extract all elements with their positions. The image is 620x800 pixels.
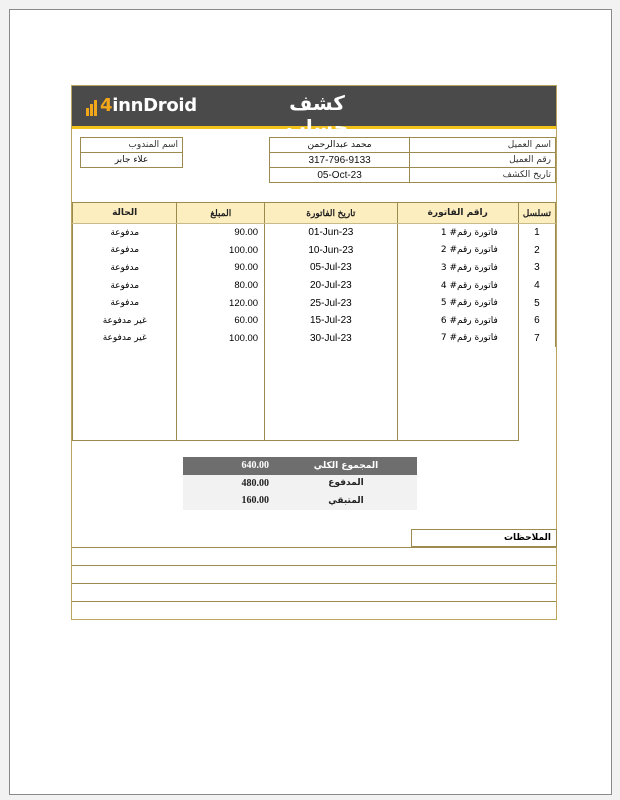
row-invoice: فاتورة رقم# 4 bbox=[397, 277, 518, 295]
header-invoice: راقم الفاتورة bbox=[397, 203, 518, 224]
row-date: 25-Jul-23 bbox=[265, 294, 398, 312]
row-date: 20-Jul-23 bbox=[265, 277, 398, 295]
row-invoice: فاتورة رقم# 6 bbox=[397, 312, 518, 330]
paid-row bbox=[183, 475, 417, 493]
rep-name-label: اسم المندوب bbox=[81, 138, 183, 153]
notes-line bbox=[72, 601, 556, 602]
row-status: غير مدفوعة bbox=[73, 330, 177, 348]
row-seq: 6 bbox=[518, 312, 555, 330]
table-filler-row bbox=[73, 347, 556, 441]
row-invoice: فاتورة رقم# 1 bbox=[397, 224, 518, 242]
header-status: الحالة bbox=[73, 203, 177, 224]
paid-value: 480.00 bbox=[183, 475, 275, 493]
row-date: 01-Jun-23 bbox=[265, 224, 398, 242]
row-date: 30-Jul-23 bbox=[265, 330, 398, 348]
client-info bbox=[269, 137, 556, 183]
header-seq: تسلسل bbox=[518, 203, 555, 224]
row-seq: 2 bbox=[518, 242, 555, 260]
logo-bars-icon bbox=[86, 95, 98, 116]
row-status: مدفوعة bbox=[73, 224, 177, 242]
row-seq: 5 bbox=[518, 294, 555, 312]
row-seq: 7 bbox=[518, 330, 555, 348]
row-amount: 100.00 bbox=[177, 330, 265, 348]
row-date: 15-Jul-23 bbox=[265, 312, 398, 330]
invoice-table-header bbox=[73, 203, 556, 224]
logo-text: innDroid bbox=[112, 95, 197, 116]
invoice-table bbox=[72, 202, 556, 441]
header-amount: المبلغ bbox=[177, 203, 265, 224]
row-amount: 90.00 bbox=[177, 259, 265, 277]
statement-sheet bbox=[71, 85, 557, 620]
client-name-label: اسم العميل bbox=[410, 138, 556, 153]
row-seq: 1 bbox=[518, 224, 555, 242]
client-number-label: رقم العميل bbox=[410, 153, 556, 168]
table-row bbox=[73, 224, 556, 242]
header-date: تاريخ الفاتورة bbox=[265, 203, 398, 224]
row-amount: 80.00 bbox=[177, 277, 265, 295]
remaining-value: 160.00 bbox=[183, 492, 275, 510]
logo-prefix: 4 bbox=[100, 95, 113, 116]
row-invoice: فاتورة رقم# 3 bbox=[397, 259, 518, 277]
row-status: مدفوعة bbox=[73, 259, 177, 277]
total-label: المجموع الكلي bbox=[275, 457, 417, 475]
row-status: مدفوعة bbox=[73, 242, 177, 260]
remaining-label: المتبقي bbox=[275, 492, 417, 510]
row-amount: 60.00 bbox=[177, 312, 265, 330]
row-invoice: فاتورة رقم# 7 bbox=[397, 330, 518, 348]
brand-logo bbox=[86, 95, 197, 119]
client-number-value: 317-796-9133 bbox=[270, 153, 410, 168]
statement-date-label: تاريخ الكشف bbox=[410, 168, 556, 183]
client-name-value: محمد عبدالرحمن bbox=[270, 138, 410, 153]
row-status: غير مدفوعة bbox=[73, 312, 177, 330]
row-date: 05-Jul-23 bbox=[265, 259, 398, 277]
table-row bbox=[73, 330, 556, 348]
row-amount: 120.00 bbox=[177, 294, 265, 312]
table-row bbox=[73, 259, 556, 277]
header-bar bbox=[72, 86, 556, 139]
row-invoice: فاتورة رقم# 5 bbox=[397, 294, 518, 312]
total-row bbox=[183, 457, 417, 475]
row-amount: 90.00 bbox=[177, 224, 265, 242]
row-status: مدفوعة bbox=[73, 294, 177, 312]
notes-label: الملاحظات bbox=[411, 529, 557, 547]
page bbox=[9, 9, 612, 795]
table-row bbox=[73, 277, 556, 295]
total-value: 640.00 bbox=[183, 457, 275, 475]
rep-info bbox=[80, 137, 183, 168]
statement-date-value: 05-Oct-23 bbox=[270, 168, 410, 183]
page-title: كشف حساب bbox=[285, 91, 349, 139]
paid-label: المدفوع bbox=[275, 475, 417, 493]
totals-table bbox=[183, 457, 417, 510]
notes-line bbox=[72, 547, 556, 548]
row-seq: 3 bbox=[518, 259, 555, 277]
row-status: مدفوعة bbox=[73, 277, 177, 295]
table-row bbox=[73, 312, 556, 330]
rep-name-value: علاء جابر bbox=[81, 153, 183, 168]
row-seq: 4 bbox=[518, 277, 555, 295]
row-date: 10-Jun-23 bbox=[265, 242, 398, 260]
notes-line bbox=[72, 583, 556, 584]
notes-line bbox=[72, 565, 556, 566]
row-invoice: فاتورة رقم# 2 bbox=[397, 242, 518, 260]
remaining-row bbox=[183, 492, 417, 510]
table-row bbox=[73, 294, 556, 312]
table-row bbox=[73, 242, 556, 260]
row-amount: 100.00 bbox=[177, 242, 265, 260]
